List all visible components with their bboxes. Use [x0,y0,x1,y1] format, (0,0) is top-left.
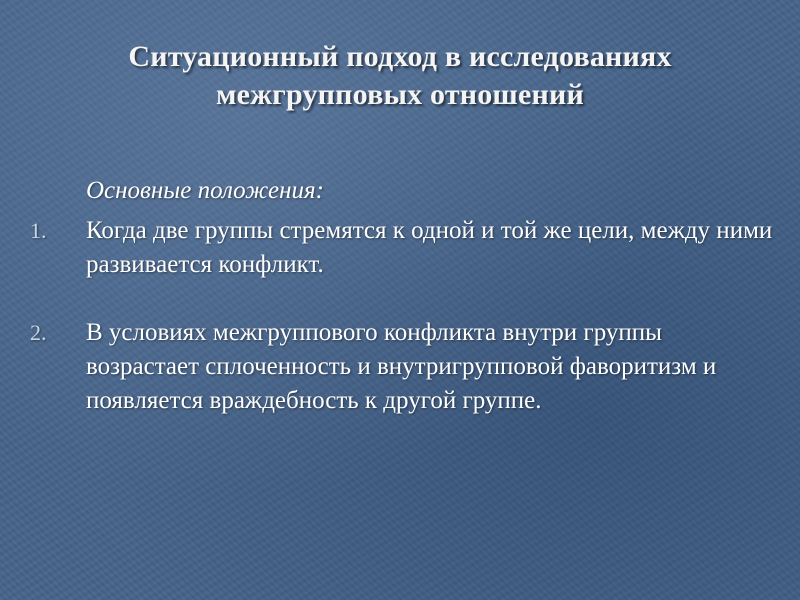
list-item-text: Когда две группы стремятся к одной и той же цели, между ними развивается конфликт. [86,217,773,278]
list-item-text: В условиях межгруппового конфликта внутри группы возрастает сплоченность и внутригрупповой фаворитизм и появляется враждебность к другой группе. [86,319,717,414]
slide-title [20,38,780,114]
list-item-number: 1. [30,218,47,243]
slide-title-line-1: Ситуационный подход в исследованиях [128,40,672,73]
slide-content [30,174,780,452]
list-item [30,214,780,282]
list-item-number: 2. [30,320,47,345]
list-item [30,316,780,418]
slide-title-line-2: межгрупповых отношений [216,78,584,111]
subheading: Основные положения: [86,177,324,204]
